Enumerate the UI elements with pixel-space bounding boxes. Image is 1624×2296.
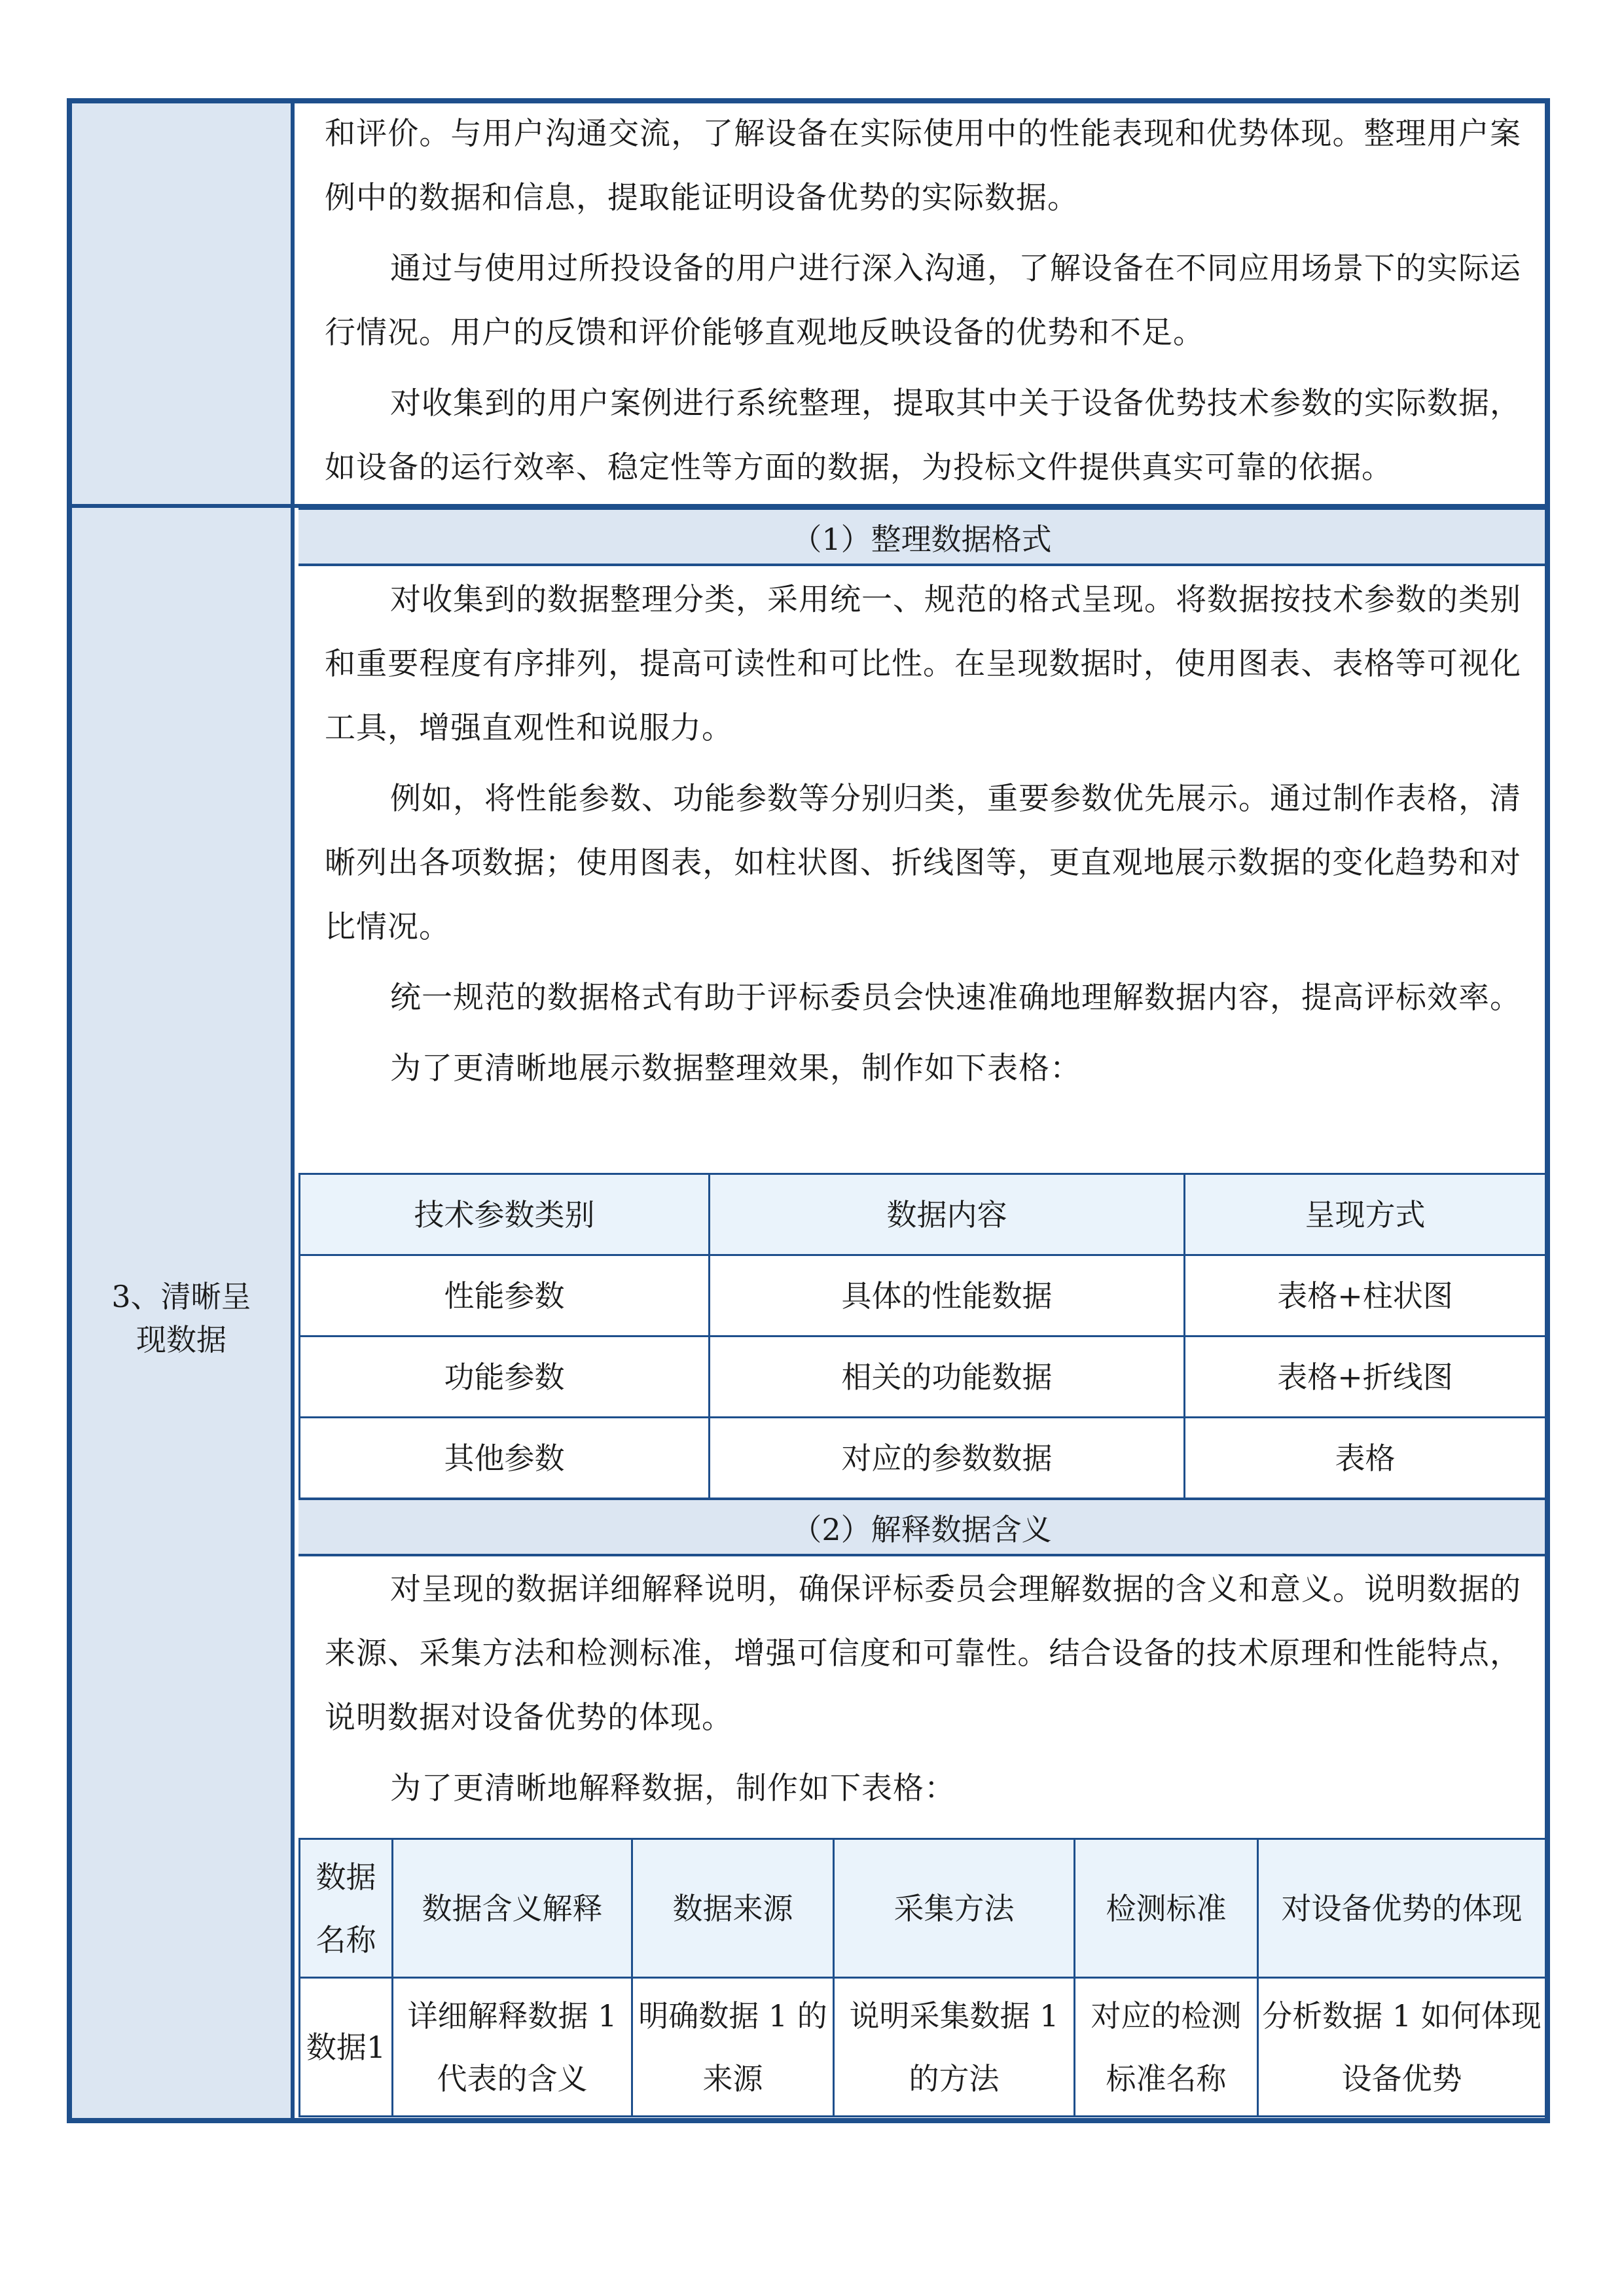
table-header-cell: 数据含义解释 [393, 1839, 632, 1978]
table-cell: 其他参数 [300, 1418, 710, 1499]
data-explanation-table [298, 1838, 1547, 2117]
table-row [300, 1336, 1546, 1418]
table-header-cell: 呈现方式 [1185, 1174, 1546, 1255]
paragraph: 通过与使用过所投设备的用户进行深入沟通，了解设备在不同应用场景下的实际运行情况。用户的反馈和评价能够直观地反映设备的优势和不足。 [325, 251, 1521, 351]
paragraph: 例如，将性能参数、功能参数等分别归类，重要参数优先展示。通过制作表格，清晰列出各项数据；使用图表，如柱状图、折线图等，更直观地展示数据的变化趋势和对比情况。 [325, 781, 1521, 945]
paragraph: 对收集到的用户案例进行系统整理，提取其中关于设备优势技术参数的实际数据，如设备的运行效率、稳定性等方面的数据，为投标文件提供真实可靠的依据。 [325, 386, 1521, 486]
table-cell: 具体的性能数据 [710, 1255, 1185, 1336]
paragraph: 统一规范的数据格式有助于评标委员会快速准确地理解数据内容，提高评标效率。 [390, 980, 1521, 1016]
subsection-heading: （1）整理数据格式 [298, 507, 1545, 566]
table-cell: 数据1 [300, 1978, 393, 2117]
table-cell: 表格+折线图 [1185, 1336, 1546, 1418]
table-header-cell: 采集方法 [834, 1839, 1075, 1978]
table-header-row [300, 1839, 1546, 1978]
table-row [300, 1978, 1546, 2117]
table-header-cell: 数据来源 [632, 1839, 834, 1978]
table-cell: 表格+柱状图 [1185, 1255, 1546, 1336]
subsection-2-content [298, 1558, 1545, 1821]
subsection-heading: （2）解释数据含义 [298, 1498, 1545, 1556]
table-cell: 表格 [1185, 1418, 1546, 1499]
row-label-cell-continued [72, 103, 295, 504]
table-header-cell: 数据名称 [300, 1839, 393, 1978]
table-cell: 相关的功能数据 [710, 1336, 1185, 1418]
table-cell: 性能参数 [300, 1255, 710, 1336]
table-header-cell: 技术参数类别 [300, 1174, 710, 1255]
subsection-1-content [298, 568, 1545, 1101]
row-label-cell [72, 508, 295, 2118]
table-cell: 对应的检测标准名称 [1075, 1978, 1258, 2117]
table-cell: 功能参数 [300, 1336, 710, 1418]
section-label: 3、清晰呈 现数据 [111, 1279, 251, 1357]
paragraph: 和评价。与用户沟通交流，了解设备在实际使用中的性能表现和优势体现。整理用户案例中的数据和信息，提取能证明设备优势的实际数据。 [325, 116, 1521, 216]
table-cell: 对应的参数数据 [710, 1418, 1185, 1499]
table-header-cell: 数据内容 [710, 1174, 1185, 1255]
table-cell: 说明采集数据 1 的方法 [834, 1978, 1075, 2117]
table-header-cell: 检测标准 [1075, 1839, 1258, 1978]
paragraph: 为了更清晰地解释数据，制作如下表格： [390, 1770, 956, 1806]
paragraph: 对呈现的数据详细解释说明，确保评标委员会理解数据的含义和意义。说明数据的来源、采集方法和检测标准，增强可信度和可靠性。结合设备的技术原理和性能特点，说明数据对设备优势的体现。 [325, 1571, 1521, 1736]
table-header-row [300, 1174, 1546, 1255]
data-format-table [298, 1173, 1547, 1499]
table-cell: 分析数据 1 如何体现设备优势 [1258, 1978, 1546, 2117]
table-row [300, 1418, 1546, 1499]
table-header-cell: 对设备优势的体现 [1258, 1839, 1546, 1978]
table-cell: 明确数据 1 的来源 [632, 1978, 834, 2117]
paragraph: 对收集到的数据整理分类，采用统一、规范的格式呈现。将数据按技术参数的类别和重要程度有序排列，提高可读性和可比性。在呈现数据时，使用图表、表格等可视化工具，增强直观性和说服力。 [325, 582, 1521, 746]
table-cell: 详细解释数据 1 代表的含义 [393, 1978, 632, 2117]
content-table-frame [67, 98, 1550, 2123]
prev-section-content [298, 102, 1545, 500]
paragraph: 为了更清晰地展示数据整理效果，制作如下表格： [390, 1050, 1081, 1086]
table-row [300, 1255, 1546, 1336]
